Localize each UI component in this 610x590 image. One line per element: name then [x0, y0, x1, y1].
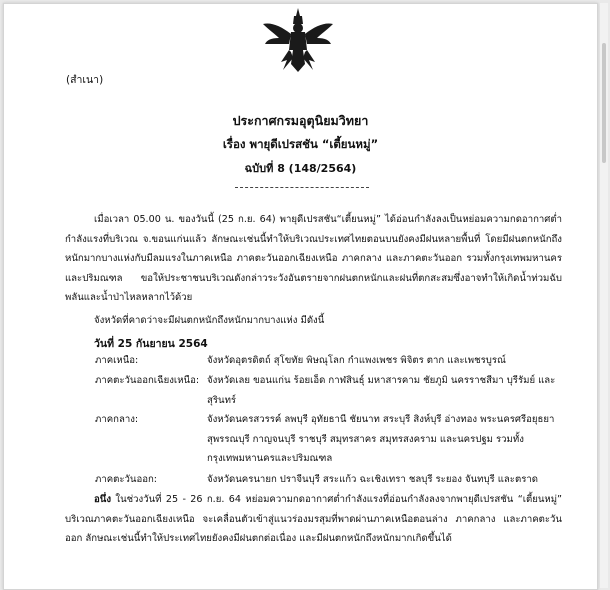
region-label: ภาคเหนือ:: [95, 355, 139, 366]
provinces-intro: จังหวัดที่คาดว่าจะมีฝนตกหนักถึงหนักมากบางแห่ง มีดังนี้: [94, 315, 325, 326]
region-provinces: จังหวัดเลย ขอนแก่น ร้อยเอ็ด กาฬสินธุ์ มหาสารคาม ชัยภูมิ นครราชสีมา บุรีรัมย์ และสุรินทร์: [207, 375, 556, 406]
followup-paragraph: [65, 490, 562, 549]
region-label: ภาคตะวันออก:: [95, 474, 158, 485]
region-provinces: จังหวัดนครสวรรค์ ลพบุรี อุทัยธานี ชัยนาท สระบุรี สิงห์บุรี อ่างทอง พระนครศรีอยุธยา สุพรรณบุรี กาญจนบุรี ราชบุรี สมุทรสาคร สมุทรสงคราม และนครปฐม รวมทั้งกรุงเทพมหานครและปริมณฑล: [207, 414, 555, 464]
announcement-subject: เรื่อง พายุดีเปรสชัน “เตี้ยนหมู่”: [222, 137, 379, 151]
issue-number: ฉบับที่ 8 (148/2564): [244, 162, 357, 175]
region-provinces: จังหวัดอุตรดิตถ์ สุโขทัย พิษณุโลก กำแพงเพชร พิจิตร ตาก และเพชรบูรณ์: [207, 355, 506, 366]
divider: [235, 187, 369, 188]
main-paragraph: เมื่อเวลา 05.00 น. ของวันนี้ (25 ก.ย. 64) พายุดีเปรสชัน“เตี้ยนหมู่” ได้อ่อนกำลังลงเป็นหย่อมความกดอากาศต่ำกำลังแรงที่บริเวณ จ.ขอนแก่นแล้ว ลักษณะเช่นนี้ทำให้บริเวณประเทศไทยตอนบนยังคงมีฝนหลายพื้นที่ โดยมีฝนตกหนักถึงหนักมากบางแห่งกับมีลมแรงในภาคเหนือ ภาคตะวันออกเฉียงเหนือ ภาคกลาง และภาคตะวันออก รวมทั้งกรุงเทพมหานครและปริมณฑล ขอให้ประชาชนบริเวณดังกล่าวระวังอันตรายจากฝนตกหนักและฝนที่ตกสะสมซึ่งอาจทำให้เกิดน้ำท่วมฉับพลันและน้ำป่าไหลหลากไว้ด้วย: [65, 214, 562, 303]
vertical-scrollbar[interactable]: [600, 3, 608, 588]
document-page: [3, 3, 598, 590]
region-provinces: จังหวัดนครนายก ปราจีนบุรี สระแก้ว ฉะเชิงเทรา ชลบุรี ระยอง จันทบุรี และตราด: [207, 474, 538, 485]
announcement-title: ประกาศกรมอุตุนิยมวิทยา: [232, 113, 369, 128]
region-label: ภาคกลาง:: [95, 414, 139, 425]
region-label: ภาคตะวันออกเฉียงเหนือ:: [95, 375, 200, 386]
paragraph-body: ในช่วงวันที่ 25 - 26 ก.ย. 64 หย่อมความกดอากาศต่ำกำลังแรงที่อ่อนกำลังลงจากพายุดีเปรสชัน “เตี้ยนหมู่” บริเวณภาคตะวันออกเฉียงเหนือ จะเคลื่อนตัวเข้าสู่แนวร่องมรสุมที่พาดผ่านภาคเหนือตอนล่าง ภาคกลาง และภาคตะวันออก ลักษณะเช่นนี้ทำให้ประเทศไทยยังคงมีฝนตกต่อเนื่อง และมีฝนตกหนักถึงหนักมากเกิดขึ้นได้: [65, 494, 562, 544]
paragraph-lead: อนึ่ง: [94, 494, 112, 505]
scrollbar-thumb[interactable]: [602, 43, 606, 163]
copy-label: (สำเนา): [66, 74, 104, 86]
garuda-emblem: [261, 6, 335, 76]
date-heading: วันที่ 25 กันยายน 2564: [94, 338, 208, 350]
